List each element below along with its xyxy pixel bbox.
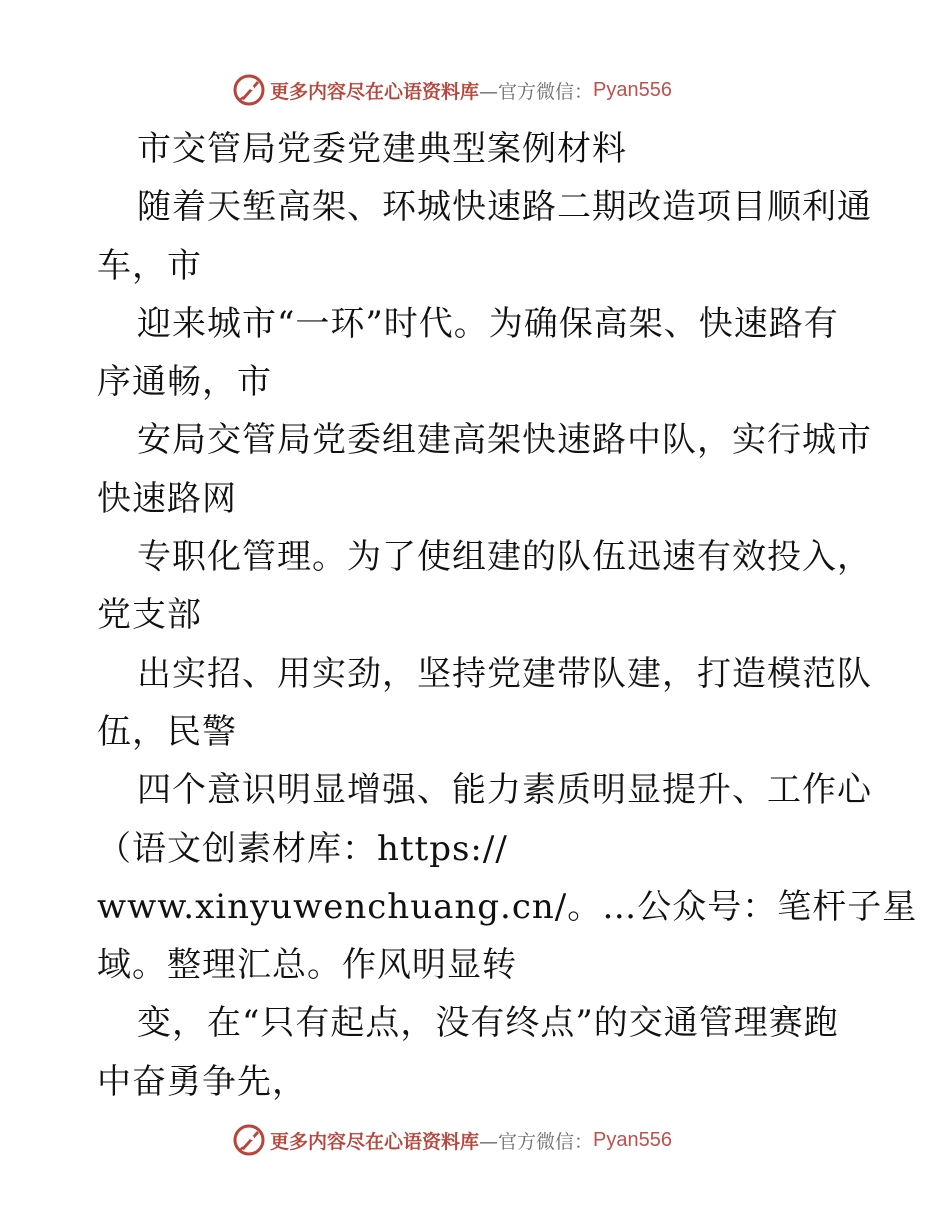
document-title: 市交管局党委党建典型案例材料 bbox=[137, 129, 627, 169]
document-line: 出实招、用实劲，坚持党建带队建，打造模范队 bbox=[137, 653, 872, 694]
document-line: 迎来城市“一环”时代。为确保高架、快速路有 bbox=[137, 303, 839, 344]
banner-wechat-id: Pyan556 bbox=[593, 78, 672, 101]
document-line: www.xinyuwenchuang.cn/。…公众号：笔杆子星 bbox=[97, 886, 918, 927]
quill-pen-logo-icon bbox=[232, 1123, 266, 1157]
document-line: 伍，民警 bbox=[97, 711, 237, 752]
document-line: 序通畅，市 bbox=[97, 362, 272, 403]
document-line: 安局交管局党委组建高架快速路中队，实行城市 bbox=[137, 420, 872, 461]
document-line: 变，在“只有起点，没有终点”的交通管理赛跑 bbox=[137, 1003, 839, 1044]
banner-wechat-id: Pyan556 bbox=[593, 1128, 672, 1151]
banner-brand-text: 更多内容尽在心语资料库 bbox=[270, 1130, 480, 1153]
document-line: 专职化管理。为了使组建的队伍迅速有效投入， bbox=[137, 537, 872, 578]
document-line: 车，市 bbox=[97, 245, 202, 286]
document-line: 四个意识明显增强、能力素质明显提升、工作心 bbox=[137, 770, 872, 811]
document-line: （语文创素材库：https:// bbox=[97, 828, 508, 869]
document-line: 中奋勇争先， bbox=[97, 1061, 307, 1102]
document-line: 快速路网 bbox=[97, 478, 237, 519]
document-line: 党支部 bbox=[97, 595, 202, 636]
banner-official-text: —官方微信： bbox=[479, 1130, 594, 1153]
banner-official-text: —官方微信： bbox=[479, 80, 594, 103]
header-banner bbox=[232, 72, 672, 108]
document-line: 域。整理汇总。作风明显转 bbox=[97, 945, 517, 986]
document-body bbox=[97, 120, 918, 1111]
document-line: 随着天堑高架、环城快速路二期改造项目顺利通 bbox=[137, 187, 872, 228]
quill-pen-logo-icon bbox=[232, 73, 266, 107]
footer-banner bbox=[232, 1122, 672, 1158]
banner-brand-text: 更多内容尽在心语资料库 bbox=[270, 80, 480, 103]
